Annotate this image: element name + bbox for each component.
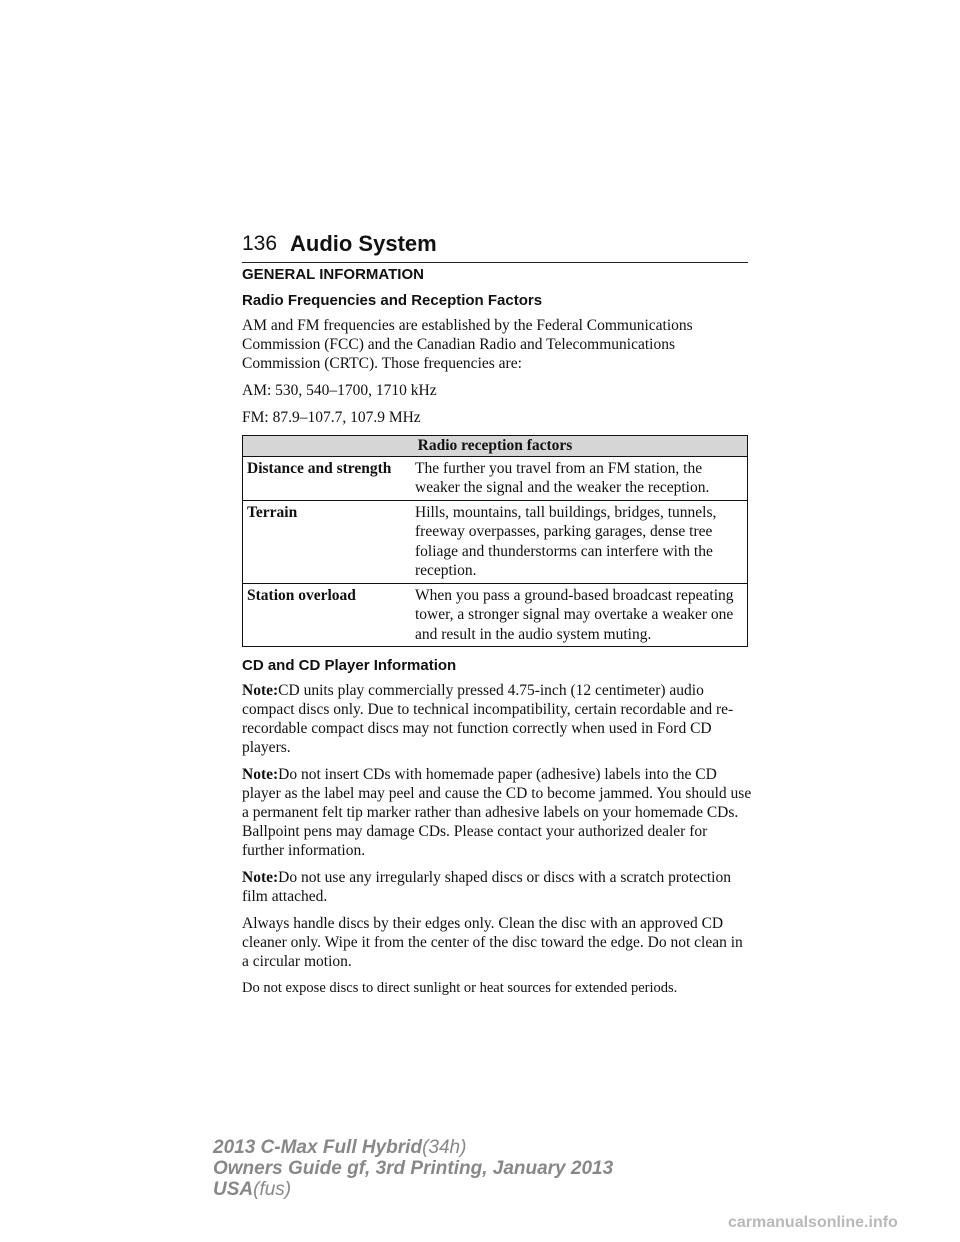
table-title: Radio reception factors bbox=[243, 436, 748, 457]
note-paragraph bbox=[242, 681, 752, 757]
table-row bbox=[243, 583, 748, 647]
note-paragraph bbox=[242, 765, 752, 860]
am-frequencies: AM: 530, 540–1700, 1710 kHz bbox=[242, 382, 437, 399]
note-paragraph bbox=[242, 868, 752, 906]
page-number: 136 bbox=[242, 232, 278, 255]
description-cell: When you pass a ground-based broadcast repeating tower, a stronger signal may overtake a weaker one and result in the audio system muting. bbox=[411, 583, 748, 647]
factor-cell: Distance and strength bbox=[243, 456, 412, 500]
handling-paragraph: Always handle discs by their edges only. Clean the disc with an approved CD cleaner only. Wipe it from the center of the disc toward the edge. Do not clean in a circular motion. bbox=[242, 915, 743, 970]
note-text: CD units play commercially pressed 4.75-inch (12 centimeter) audio compact discs only. Due to technical incompatibility, certain recordable and re-recordable compact discs may not function correctly when used in Ford CD players. bbox=[242, 682, 734, 756]
page-header bbox=[242, 230, 748, 263]
sunlight-paragraph: Do not expose discs to direct sunlight or heat sources for extended periods. bbox=[242, 980, 678, 996]
factor-cell: Terrain bbox=[243, 500, 412, 583]
cd-heading: CD and CD Player Information bbox=[242, 657, 457, 674]
reception-factors-table bbox=[242, 435, 748, 647]
note-text: Do not use any irregularly shaped discs or discs with a scratch protection film attached. bbox=[242, 869, 731, 905]
description-cell: Hills, mountains, tall buildings, bridges, tunnels, freeway overpasses, parking garages, dense tree foliage and thunderstorms can interfere with the reception. bbox=[411, 500, 748, 583]
note-text: Do not insert CDs with homemade paper (adhesive) labels into the CD player as the label may peel and cause the CD to become jammed. You should use a permanent felt tip marker rather than adhesive labels on your homemade CDs. Ballpoint pens may damage CDs. Please contact your authorized dealer for further information. bbox=[242, 766, 752, 859]
factor-cell: Station overload bbox=[243, 583, 412, 647]
note-label: Note: bbox=[242, 869, 279, 886]
radio-intro: AM and FM frequencies are established by the Federal Communications Commission (FCC) and the Canadian Radio and Telecommunications Commission (CRTC). Those frequencies are: bbox=[242, 317, 693, 372]
footer-market: USA bbox=[213, 1179, 254, 1200]
page-content bbox=[242, 266, 752, 1006]
footer-market-code: (fus) bbox=[253, 1179, 292, 1200]
page-title: Audio System bbox=[290, 231, 437, 256]
fm-frequencies: FM: 87.9–107.7, 107.9 MHz bbox=[242, 409, 421, 426]
description-cell: The further you travel from an FM station, the weaker the signal and the weaker the reception. bbox=[411, 456, 748, 500]
note-label: Note: bbox=[242, 682, 279, 699]
footer-model-code: (34h) bbox=[422, 1137, 467, 1158]
note-label: Note: bbox=[242, 766, 279, 783]
footer-model: 2013 C-Max Full Hybrid bbox=[213, 1137, 423, 1158]
footer-edition: Owners Guide gf, 3rd Printing, January 2013 bbox=[213, 1158, 614, 1179]
table-row bbox=[243, 456, 748, 500]
table-row bbox=[243, 500, 748, 583]
watermark: carmanualsonline.info bbox=[728, 1214, 898, 1231]
document-footer bbox=[213, 1137, 613, 1200]
radio-heading: Radio Frequencies and Reception Factors bbox=[242, 292, 543, 309]
section-heading: GENERAL INFORMATION bbox=[242, 266, 424, 283]
